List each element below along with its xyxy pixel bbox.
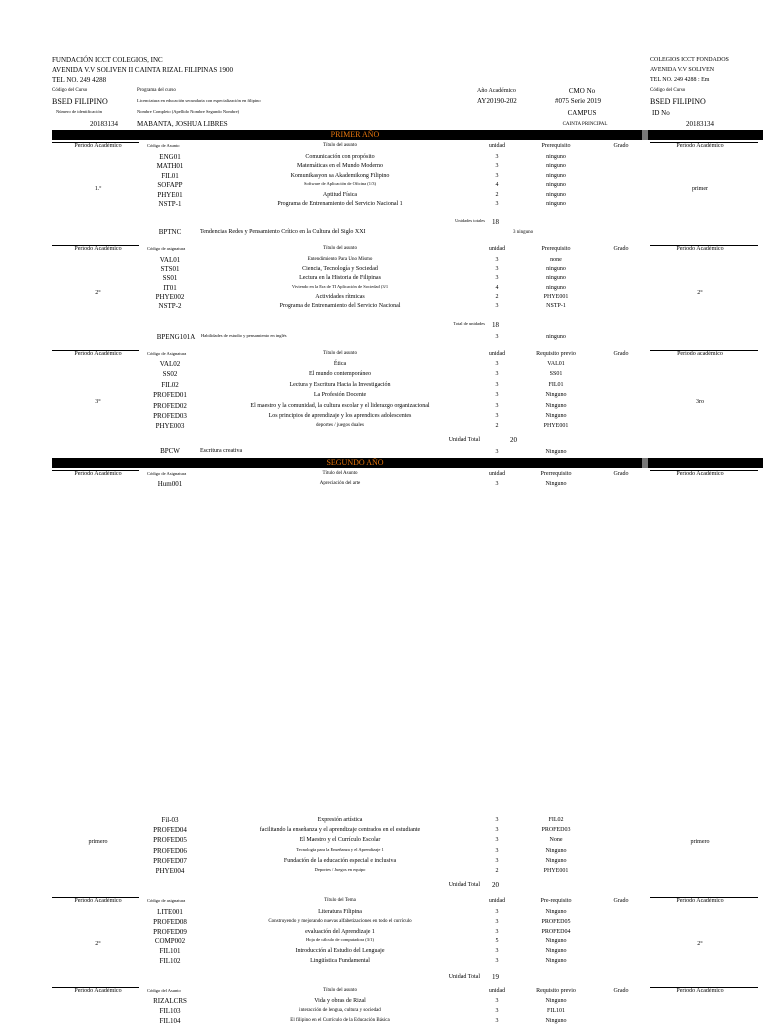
right-id: 20183134	[686, 120, 714, 128]
right-header-line: TEL NO. 249 4288 : Em	[650, 77, 710, 83]
subject-code: PHYE01	[157, 190, 183, 199]
total-units: 20	[492, 881, 499, 889]
subject-title: Lingüística Fundamental	[310, 958, 370, 964]
period-value: 3°	[95, 399, 101, 405]
subject-units: 3	[495, 481, 499, 487]
col-period: Período Académico	[74, 988, 122, 994]
subject-code: PHYE003	[155, 422, 185, 431]
subject-units: 3	[495, 857, 499, 864]
subject-code: BPENG101A	[156, 333, 196, 341]
subject-units: 3	[495, 201, 499, 207]
col-prereq: Requisito previo	[536, 988, 576, 994]
subject-units: 3	[495, 275, 499, 282]
col-period-right: Período Académico	[676, 898, 724, 904]
col-period-right: Período Académico	[676, 143, 724, 149]
col-code: Código de Asignatura	[147, 471, 187, 476]
col-title: Título del asunto	[323, 143, 357, 148]
subject-units: 3	[495, 392, 499, 399]
school-header-line: TEL NO. 249 4288	[52, 76, 107, 84]
subject-title: El mundo contemporáneo	[309, 371, 371, 378]
subject-prereq: Ninguno	[545, 392, 567, 399]
total-units-label: Unidades totales	[455, 218, 485, 223]
subject-prereq: Ninguno	[545, 948, 567, 955]
total-units-label: Unidad Total	[448, 882, 480, 888]
col-code: Código de Asunto	[147, 143, 180, 148]
subject-units: 3	[495, 958, 499, 964]
subject-units: 2	[495, 293, 499, 300]
subject-code: IT01	[163, 283, 177, 292]
subject-title: Apreciación del arte	[319, 481, 361, 486]
subject-title: Deportes / Juegos en equipo	[314, 867, 366, 872]
col-prereq: Prerrequisito	[540, 471, 572, 477]
subject-prereq: ninguno	[546, 266, 566, 273]
subject-code: PROFED02	[153, 401, 187, 410]
subject-prereq: ninguno	[546, 201, 566, 207]
subject-title: Aptitud Física	[322, 191, 358, 198]
subject-prereq: NSTP-1	[546, 303, 566, 309]
subject-note: 3 ninguno	[513, 230, 534, 235]
subject-units: 3	[495, 827, 499, 834]
subject-units: 3	[495, 154, 499, 160]
subject-units: 3	[495, 817, 499, 823]
subject-title: Los principios de aprendizaje y los aprendices adolescentes	[268, 413, 412, 419]
subject-prereq: PHYE001	[543, 293, 569, 300]
col-prereq: Prerequisito	[541, 143, 571, 149]
subject-code: STS01	[160, 265, 180, 274]
subject-code: FIL101	[159, 947, 181, 956]
subject-title: Literatura Filipina	[318, 909, 362, 915]
subject-prereq: Ninguno	[545, 857, 567, 864]
col-period-right: Período Académico	[676, 471, 724, 477]
subject-prereq: FIL101	[547, 1008, 565, 1014]
subject-title: Tendencias Redes y Pensamiento Crítico en la Cultura del Siglo XXI	[200, 229, 366, 235]
subject-code: FIL104	[159, 1017, 181, 1025]
subject-title: Komunikasyon sa Akademikong Filipino	[290, 172, 390, 179]
subject-code: Fil-03	[161, 816, 179, 824]
period-value: 1.º	[94, 186, 102, 192]
program: Licenciatura en educación secundaria con especialización en filipino	[137, 98, 261, 103]
col-grade: Grado	[613, 471, 629, 477]
subject-prereq: FIL02	[548, 817, 564, 823]
col-grade: Grado	[613, 143, 629, 149]
subject-code: PROFED01	[153, 391, 187, 400]
subject-prereq: FIL01	[548, 381, 564, 388]
col-period: Período Académico	[74, 471, 122, 477]
subject-prereq: Ninguno	[545, 998, 567, 1004]
subject-code: MATH01	[156, 162, 184, 171]
col-code: Código de asignatura	[147, 246, 186, 251]
subject-code: PROFED04	[153, 826, 187, 835]
subject-units: 3	[495, 266, 499, 273]
subject-code: FIL02	[161, 380, 179, 389]
subject-code: PHYE002	[155, 292, 185, 301]
right-course-code-label: Código del Curso	[650, 88, 686, 93]
subject-title: Matemáticas en el Mundo Moderno	[297, 163, 383, 170]
col-period-right: Período Académico	[676, 988, 724, 994]
col-code: Código del Asunto	[147, 988, 181, 993]
col-period: Período Académico	[74, 898, 122, 904]
subject-prereq: PROFED03	[541, 827, 571, 834]
col-unit: unidad	[488, 471, 506, 477]
period-value-right: 3ro	[696, 399, 704, 405]
col-period-right: Período Académico	[676, 246, 724, 252]
subject-units: 3	[495, 847, 499, 854]
subject-title: facilitando la enseñanza y el aprendizaje centrados en el estudiante	[259, 827, 421, 834]
col-prereq: Prerequisito	[541, 246, 571, 252]
subject-code: PROFED08	[153, 917, 187, 926]
total-units: 18	[492, 321, 499, 329]
subject-prereq: ninguno	[546, 182, 566, 189]
subject-title: evaluación del Aprendizaje 1	[305, 928, 375, 935]
cmo-label: CMO No	[568, 87, 596, 95]
subject-title: Ética	[333, 361, 347, 367]
subject-title: Escritura creativa	[200, 448, 243, 454]
course-code-label: Código del Curso	[52, 88, 88, 93]
subject-prereq: Ninguno	[545, 938, 567, 945]
col-unit: unidad	[488, 143, 506, 149]
subject-title: Ciencia, Tecnología y Sociedad	[302, 266, 378, 273]
total-units: 18	[492, 218, 499, 226]
col-unit: unidad	[488, 246, 506, 252]
subject-prereq: Ninguno	[545, 413, 567, 419]
subject-units: 3	[495, 303, 499, 309]
subject-title: El filipino en el Currículo de la Educación Básica	[290, 1018, 390, 1023]
cmo-number: #075 Serie 2019	[555, 97, 601, 105]
col-unit: unidad	[488, 351, 506, 357]
campus-label: CAMPUS	[567, 109, 597, 117]
program-label: Programa del curso	[137, 88, 176, 93]
subject-title: Construyendo y mejorando nuevas alfabetizaciones en todo el currículo	[268, 918, 412, 924]
subject-units: 3	[495, 948, 499, 955]
subject-prereq: ninguno	[546, 163, 566, 170]
subject-prereq: PROFED05	[541, 918, 571, 925]
band-divider	[642, 130, 648, 140]
subject-code: FIL103	[159, 1007, 181, 1015]
subject-code: NSTP-1	[158, 200, 182, 208]
subject-title: Expresión artística	[317, 817, 363, 823]
subject-units: 3	[495, 918, 499, 925]
school-header-line: FUNDACIÓN ICCT COLEGIOS, INC	[52, 56, 163, 64]
subject-prereq: PHYE001	[543, 868, 569, 874]
subject-prereq: ninguno	[546, 275, 566, 282]
subject-code: PROFED05	[153, 836, 187, 845]
subject-title: La Profesión Docente	[313, 392, 367, 399]
subject-units: 3	[495, 909, 499, 915]
subject-code: NSTP-2	[158, 302, 182, 310]
col-grade: Grado	[613, 898, 629, 904]
year-band-label: SEGUNDO AÑO	[326, 458, 384, 467]
subject-units: 3	[495, 837, 499, 844]
right-header-line: AVENIDA V.V SOLIVEN	[650, 67, 715, 73]
subject-prereq: PROFED04	[541, 928, 571, 935]
subject-units: 3	[495, 998, 499, 1004]
col-title: Título del asunto	[323, 351, 357, 356]
period-value: primero	[88, 839, 108, 845]
col-code: Código de Asignatura	[147, 351, 187, 356]
col-title: Título del Asunto	[322, 471, 358, 476]
subject-title: Programa de Entrenamiento del Servicio Nacional 1	[277, 201, 403, 207]
subject-code: PHYE004	[155, 867, 185, 875]
subject-prereq: none	[550, 257, 562, 263]
col-grade: Grado	[613, 246, 629, 252]
band-divider	[642, 458, 648, 468]
col-unit: unidad	[488, 988, 506, 994]
subject-code: SS02	[162, 370, 178, 379]
subject-title: deportes / juegos duales	[316, 423, 364, 429]
col-period: Período Académico	[74, 143, 122, 149]
subject-prereq: ninguno	[546, 172, 566, 179]
subject-title: Introducción al Estudio del Lenguaje	[295, 948, 385, 955]
subject-title: Software de Aplicación de Oficina (1/3)	[303, 181, 377, 187]
subject-title: Programa de Entrenamiento del Servicio Nacional	[279, 303, 401, 309]
subject-code: COMP002	[154, 937, 186, 946]
subject-units: 3	[495, 413, 499, 419]
total-units-label: Unidad Total	[448, 437, 480, 443]
subject-prereq: None	[549, 837, 563, 844]
subject-units: 3	[495, 449, 499, 455]
subject-code: PROFED09	[153, 927, 187, 936]
subject-code: SOFAPP	[157, 181, 183, 190]
subject-prereq: ninguno	[546, 284, 566, 291]
col-code: Código de asignatura	[147, 898, 186, 903]
subject-units: 5	[495, 938, 499, 945]
subject-title: Hoja de cálculo de computadora (3/1)	[305, 937, 375, 943]
right-header-line: COLEGIOS ICCT FONDADOS	[650, 57, 729, 63]
subject-prereq: Ninguno	[545, 958, 567, 964]
subject-title: Habilidades de estudio y pensamiento en inglés	[201, 333, 287, 338]
col-title: Título del Tema	[324, 898, 356, 903]
period-value: 2°	[95, 941, 101, 947]
year-band	[52, 458, 763, 468]
right-id-label: ID No	[652, 109, 670, 117]
campus: CAINTA PRINCIPAL	[562, 122, 608, 127]
subject-prereq: Ninguno	[545, 909, 567, 915]
subject-code: RIZALCRS	[153, 997, 187, 1005]
subject-code: Hum001	[157, 480, 183, 488]
period-value-right: 2°	[697, 941, 703, 947]
right-course-code: BSED FILIPINO	[650, 97, 706, 106]
col-period: Período Académico	[74, 351, 122, 357]
subject-title: Lectura en la Historia de Filipinas	[299, 275, 381, 282]
col-title: Título del asunto	[323, 246, 357, 251]
total-units-label: Unidad Total	[448, 974, 480, 980]
subject-units: 3	[495, 361, 499, 367]
total-units-label: Total de unidades	[453, 321, 485, 326]
subject-units: 4	[495, 182, 499, 189]
subject-units: 3	[495, 1018, 499, 1024]
col-unit: unidad	[488, 898, 506, 904]
subject-prereq: SS01	[549, 371, 563, 378]
subject-title: Fundación de la educación especial e inclusiva	[283, 857, 397, 864]
total-units: 20	[510, 436, 517, 444]
col-prereq: Pre-requisito	[540, 898, 572, 904]
col-period-right: Período académico	[677, 351, 723, 357]
subject-units: 3	[495, 1008, 499, 1014]
subject-units: 3	[495, 371, 499, 378]
period-value-right: primer	[692, 186, 708, 192]
subject-units: 3	[495, 928, 499, 935]
subject-prereq: Ninguno	[545, 481, 567, 487]
subject-units: 3	[495, 257, 499, 263]
col-prereq: Requisito previo	[536, 351, 576, 357]
col-grade: Grado	[613, 988, 629, 994]
subject-prereq: Ninguno	[545, 847, 567, 854]
subject-title: Lectura y Escritura Hacia la Investigación	[289, 381, 391, 388]
subject-prereq: Ninguno	[545, 402, 567, 409]
subject-units: 4	[495, 284, 499, 291]
subject-title: Viviendo en la Era de TI Aplicación de Sociedad (3/1	[291, 283, 389, 289]
name-label: Nombre Completo (Apellido Nombre Segundo Nombre)	[137, 109, 240, 114]
subject-code: BPCW	[160, 447, 180, 455]
subject-prereq: ninguno	[546, 334, 566, 340]
course-code: BSED FILIPINO	[52, 97, 108, 106]
student-id: 20183134	[90, 120, 118, 128]
subject-units: 3	[495, 381, 499, 388]
year-band	[52, 130, 763, 140]
subject-title: El maestro y la comunidad, la cultura escolar y el liderazgo organizacional	[250, 402, 430, 409]
subject-code: FIL102	[159, 957, 181, 965]
subject-title: Vida y obras de Rizal	[314, 998, 366, 1004]
subject-prereq: ninguno	[546, 154, 566, 160]
subject-code: PROFED03	[153, 412, 187, 420]
subject-code: VAL02	[159, 360, 181, 368]
subject-title: El Maestro y el Currículo Escolar	[299, 837, 381, 844]
subject-title: Entendimiento Para Uno Mismo	[307, 257, 373, 262]
subject-prereq: Ninguno	[545, 449, 567, 455]
year-band-label: PRIMER AÑO	[330, 130, 380, 139]
col-grade: Grado	[613, 351, 629, 357]
academic-year: AY20190-202	[477, 97, 517, 105]
subject-units: 3	[495, 402, 499, 409]
id-label: Número de identificación	[56, 109, 102, 114]
subject-code: FIL01	[161, 171, 179, 180]
period-value-right: 2°	[697, 290, 703, 296]
subject-title: Comunicación con propósito	[305, 154, 375, 160]
subject-code: BPTNC	[158, 228, 182, 236]
academic-year-label: Año Académico	[477, 88, 516, 94]
total-units: 19	[492, 973, 499, 981]
subject-units: 3	[495, 334, 499, 340]
subject-code: VAL01	[159, 256, 181, 264]
subject-code: PROFED06	[153, 846, 187, 855]
subject-code: ENG01	[159, 153, 181, 161]
subject-units: 3	[495, 163, 499, 170]
subject-prereq: VAL01	[547, 361, 565, 367]
subject-code: PROFED07	[153, 856, 187, 865]
subject-title: Tecnología para la Enseñanza y el Aprendizaje 1	[296, 846, 384, 852]
subject-units: 2	[495, 423, 499, 430]
period-value-right: primero	[690, 839, 710, 845]
subject-prereq: Ninguno	[545, 1018, 567, 1024]
subject-title: interacción de lengua, cultura y sociedad	[299, 1008, 381, 1013]
col-period: Período Académico	[74, 246, 122, 252]
subject-units: 3	[495, 172, 499, 179]
subject-prereq: ninguno	[546, 191, 566, 198]
period-value: 2°	[95, 290, 101, 296]
subject-prereq: PHYE001	[543, 423, 569, 430]
student-name: MABANTA, JOSHUA LIBRES	[137, 120, 228, 128]
col-title: Título del asunto	[323, 988, 357, 993]
subject-code: LITE001	[157, 908, 183, 916]
subject-title: Actividades rítmicas	[315, 293, 365, 300]
subject-units: 2	[495, 191, 499, 198]
subject-units: 2	[495, 868, 499, 874]
subject-code: SS01	[162, 274, 178, 283]
school-header-line: AVENIDA V.V SOLIVEN II CAINTA RIZAL FILIPINAS 1900	[52, 66, 234, 74]
